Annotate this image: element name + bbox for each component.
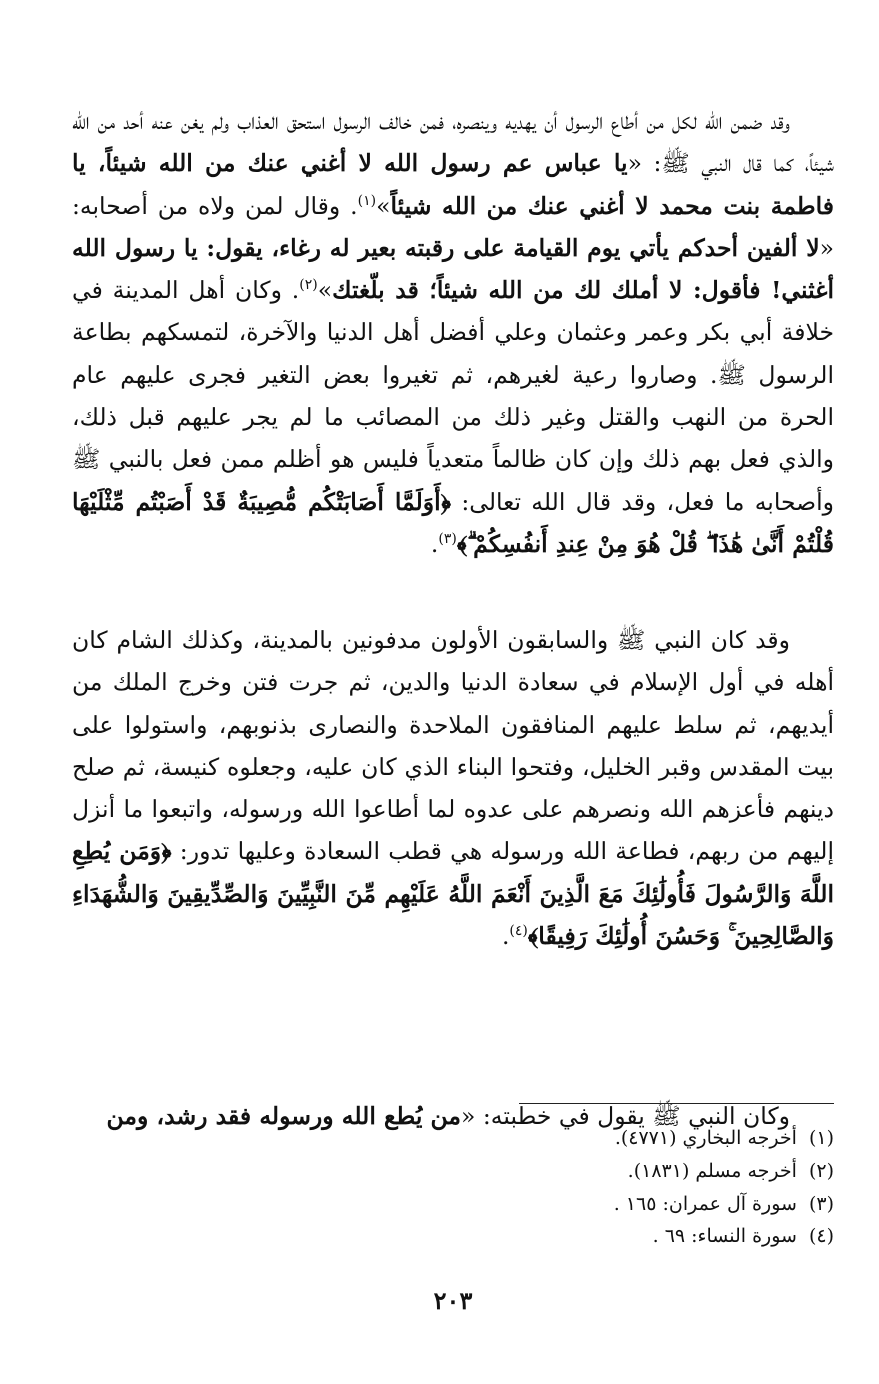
- body-text: [72, 100, 835, 1130]
- footnote-reference: (٢): [299, 277, 318, 294]
- footnote-2: [72, 1155, 834, 1188]
- hadith-quote: من يُطع الله ورسوله فقد رشد، ومن: [106, 1102, 462, 1130]
- text-run: .: [430, 529, 439, 558]
- quran-verse: ﴿وَمَن يُطِعِ اللَّهَ وَالرَّسُولَ فَأُولَٰئِكَ مَعَ الَّذِينَ أَنْعَمَ اللَّهُ عَلَيْهِم مِّنَ النَّبِيِّينَ وَالصِّدِّيقِينَ وَالشُّهَدَاءِ وَالصَّالِحِينَ ۚ وَحَسُنَ أُولَٰئِكَ رَفِيقًا﴾: [72, 837, 834, 951]
- text-run: وقد كان النبي ﷺ والسابقون الأولون مدفونين بالمدينة، وكذلك الشام كان أهله في أول الإسلام في سعادة الدنيا والدين، ثم جرت فتن وخرج الملك من أيديهم، ثم سلط عليهم المنافقون الملاحدة والنصارى بذنوبهم، واستولوا على بيت المقدس وقبر الخليل، وفتحوا البناء الذي كان عليه، وجعلوه كنيسة، ثم صلح دينهم فأعزهم الله ونصرهم على عدوه لما أطاعوا الله ورسوله، واتبعوا ما أنزل إليهم من ربهم، فطاعة الله ورسوله هي قطب السعادة وعليها تدور:: [72, 626, 834, 866]
- footnote-3: [72, 1188, 834, 1221]
- footnote-text: أخرجه مسلم (١٨٣١).: [627, 1159, 797, 1182]
- quran-verse: ﴿أَوَلَمَّا أَصَابَتْكُم مُّصِيبَةٌ قَدْ أَصَبْتُم مِّثْلَيْهَا قُلْتُمْ أَنَّىٰ هَٰذَا ۖ قُلْ هُوَ مِنْ عِندِ أَنفُسِكُمْ ۗ﴾: [72, 487, 834, 558]
- footnote-4: [72, 1220, 834, 1253]
- footnote-reference: (٤): [509, 923, 528, 940]
- hadith-quote: يا عباس عم رسول الله لا أغني عنك من الله شيئاً، يا فاطمة بنت محمد لا أغني عنك من الله شيئاً: [72, 149, 835, 220]
- footnote-reference: (١): [357, 192, 377, 209]
- paragraph-2: [72, 619, 834, 1002]
- text-run: »: [317, 276, 333, 305]
- text-run: وقد ضمن الله لكل من أطاع الرسول أن يهديه وينصره، فمن خالف الرسول استحق العذاب ولم يغن عنه أحد من الله شيئاً، كما قال النبي ﷺ: «: [72, 107, 834, 178]
- footnote-number: (٢): [808, 1159, 834, 1182]
- text-run: .: [501, 922, 510, 951]
- text-run: وكان النبي ﷺ يقول في خطبته: «: [461, 1102, 790, 1130]
- footnote-1: [72, 1122, 834, 1155]
- text-run: . وكان أهل المدينة في خلافة أبي بكر وعمر وعثمان وعلي أفضل أهل الدنيا والآخرة، لتمسكهم بطاعة الرسول ﷺ. وصاروا رعية لغيرهم، ثم تغيروا بعض التغير فجرى عليهم عام الحرة من النهب والقتل وغير ذلك من المصائب ما لم يجر عليهم قبل ذلك، والذي فعل بهم ذلك وإن كان ظالماً متعدياً فليس هو أظلم ممن فعل بالنبي ﷺ وأصحابه ما فعل، وقد قال الله تعالى:: [72, 276, 834, 516]
- footnote-number: (٣): [808, 1192, 834, 1215]
- footnote-number: (٤): [808, 1225, 834, 1248]
- text-run: . وقال لمن ولاه من أصحابه: «: [72, 191, 834, 262]
- paragraph-1: [72, 100, 834, 607]
- footnote-divider: [519, 1103, 834, 1104]
- text-run: »: [376, 191, 391, 220]
- footnote-text: سورة آل عمران: ١٦٥ .: [613, 1192, 797, 1215]
- footnote-text: أخرجه البخاري (٤٧٧١).: [614, 1127, 797, 1149]
- footnote-reference: (٣): [438, 531, 457, 548]
- hadith-quote: لا ألفين أحدكم يأتي يوم القيامة على رقبته بعير له رغاء، يقول: يا رسول الله أغثني! فأقول: لا أملك لك من الله شيئاً؛ قد بلّغتك: [72, 233, 835, 305]
- book-page: [72, 100, 834, 1370]
- footnote-number: (١): [808, 1127, 834, 1149]
- footnotes: [72, 1122, 834, 1253]
- page-number: ٢٠٣: [433, 1286, 473, 1315]
- footnote-text: سورة النساء: ٦٩ .: [652, 1225, 797, 1248]
